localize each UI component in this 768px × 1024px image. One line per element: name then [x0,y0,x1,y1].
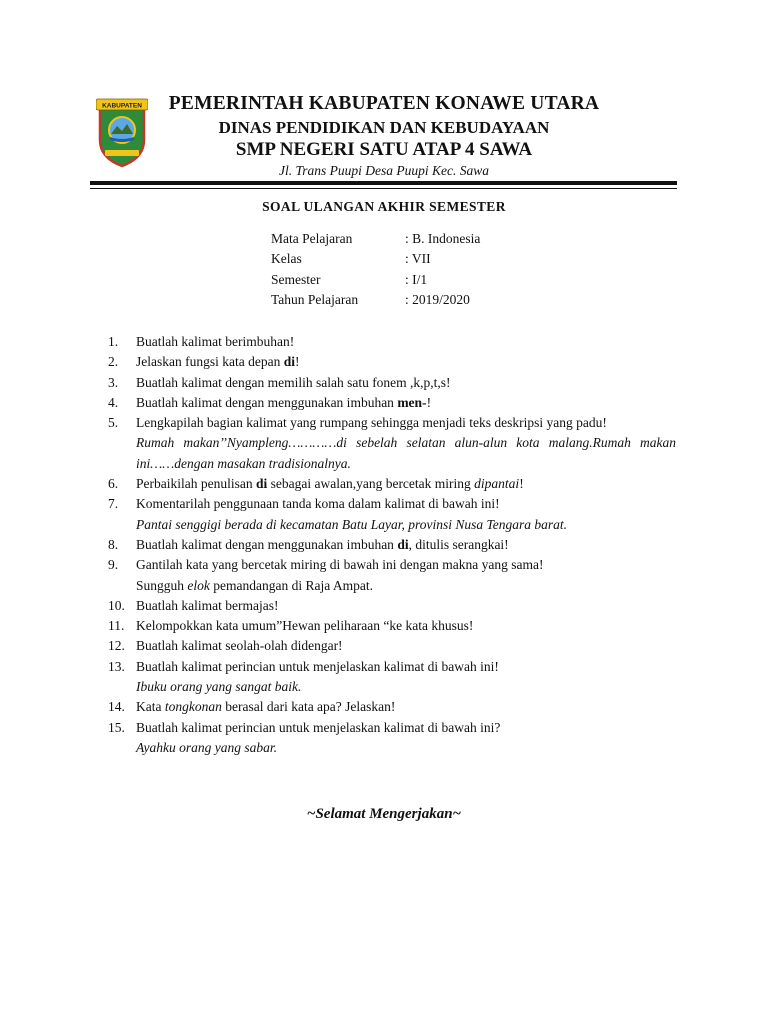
question-item [104,373,676,393]
closing-message: ~Selamat Mengerjakan~ [306,806,462,822]
question-number: 7. [108,496,119,512]
question-item [104,596,676,616]
info-key: Kelas [271,251,302,267]
question-number: 9. [108,557,119,573]
exam-title: SOAL ULANGAN AKHIR SEMESTER [262,199,506,214]
info-row-subject [271,231,545,251]
question-number: 15. [108,719,125,735]
question-text [136,352,676,372]
question-instruction: Gantilah kata yang bercetak miring di bawah ini dengan makna yang sama! [136,557,544,573]
question-text: Buatlah kalimat berimbuhan! [136,334,295,349]
question-keyword: men- [397,394,427,410]
question-number: 3. [108,374,119,390]
info-value: : B. Indonesia [405,231,481,246]
question-item [104,352,676,372]
question-number: 11. [108,618,125,634]
info-value: : VII [405,251,431,267]
letterhead-rule-thick [90,181,677,185]
question-item [104,718,676,759]
question-number: 5. [108,415,119,431]
question-text-part: ! [294,354,300,370]
question-text [136,718,676,759]
letterhead-government: PEMERINTAH KABUPATEN KONAWE UTARA [168,93,600,114]
info-key: Semester [271,271,321,287]
question-text-part: ! [519,476,524,492]
question-text-part: Kata [136,699,165,715]
question-number: 14. [108,699,125,715]
question-text-part: Sungguh [136,577,188,593]
question-italic-word: elok [187,577,210,593]
exam-info-table [271,231,545,312]
question-item [104,697,676,717]
question-item [104,616,676,636]
question-number: 6. [108,476,119,492]
question-text-part: ! [426,394,432,410]
question-item [104,494,676,535]
question-passage: Rumah makan’’Nyampleng…………di sebelah selatan alun-alun kota malang.Rumah makan ini……dengan masakan tradisionalnya. [136,435,676,471]
question-text-part: Buatlah kalimat dengan menggunakan imbuhan [136,536,398,552]
question-text [136,474,676,494]
question-text: Buatlah kalimat seolah-olah didengar! [136,638,343,654]
question-text-part: Buatlah kalimat dengan menggunakan imbuhan [136,394,398,410]
question-list [104,332,676,758]
question-number: 10. [108,597,125,613]
question-instruction: Komentarilah penggunaan tanda koma dalam kalimat di bawah ini! [136,496,500,512]
question-text-part: Jelaskan fungsi kata depan [136,354,284,370]
info-row-semester [271,272,545,292]
question-item [104,474,676,494]
question-item [104,535,676,555]
question-keyword: di [255,476,268,492]
question-text [136,657,676,698]
question-number: 8. [108,536,119,552]
letterhead-school: SMP NEGERI SATU ATAP 4 SAWA [235,139,533,160]
question-keyword: di [283,354,295,370]
question-text: Buatlah kalimat bermajas! [136,597,279,613]
letterhead-rule-thin [90,188,677,189]
question-text: Buatlah kalimat dengan memilih salah satu fonem ,k,p,t,s! [136,374,451,390]
question-text-part: Perbaikilah penulisan [136,476,256,492]
question-item [104,393,676,413]
question-passage: Ayahku orang yang sabar. [136,739,277,755]
question-item [104,332,676,352]
question-number: 1. [108,334,119,349]
question-text [136,393,676,413]
question-text [136,494,676,535]
question-instruction: Buatlah kalimat perincian untuk menjelaskan kalimat di bawah ini! [136,658,499,674]
info-row-year [271,292,545,312]
question-passage: Pantai senggigi berada di kecamatan Batu Layar, provinsi Nusa Tengara barat. [136,516,567,532]
question-number: 2. [108,354,119,370]
question-text [136,413,676,474]
question-passage [136,576,676,596]
info-key: Mata Pelajaran [271,231,353,246]
question-item [104,636,676,656]
question-italic-word: dipantai [474,476,520,492]
info-key: Tahun Pelajaran [271,291,359,307]
question-passage: Ibuku orang yang sangat baik. [136,679,302,695]
question-instruction: Lengkapilah bagian kalimat yang rumpang sehingga menjadi teks deskripsi yang padu! [136,415,607,431]
letterhead-address: Jl. Trans Puupi Desa Puupi Kec. Sawa [279,163,489,178]
question-text [136,535,676,555]
question-number: 12. [108,638,125,654]
question-text [136,697,676,717]
info-value: : 2019/2020 [405,291,470,307]
question-keyword: di [397,536,409,552]
question-item [104,657,676,698]
letterhead-department: DINAS PENDIDIKAN DAN KEBUDAYAAN [218,118,550,137]
question-number: 4. [108,394,119,410]
question-item [104,555,676,596]
question-instruction: Buatlah kalimat perincian untuk menjelaskan kalimat di bawah ini? [136,719,501,735]
question-italic-word: tongkonan [164,699,222,715]
question-item [104,413,676,474]
regency-emblem-logo [96,96,148,168]
question-text-part: berasal dari kata apa? Jelaskan! [221,699,396,715]
question-text-part: sebagai awalan,yang bercetak miring [267,476,475,492]
question-text-part: pemandangan di Raja Ampat. [209,577,373,593]
emblem-banner-text: KABUPATEN [102,102,142,110]
info-row-class [271,251,545,271]
question-text: Kelompokkan kata umum”Hewan peliharaan “ke kata khusus! [136,618,474,634]
question-text [136,555,676,596]
question-text-part: , ditulis serangkai! [408,536,509,552]
info-value: : I/1 [405,271,428,287]
question-number: 13. [108,658,125,674]
